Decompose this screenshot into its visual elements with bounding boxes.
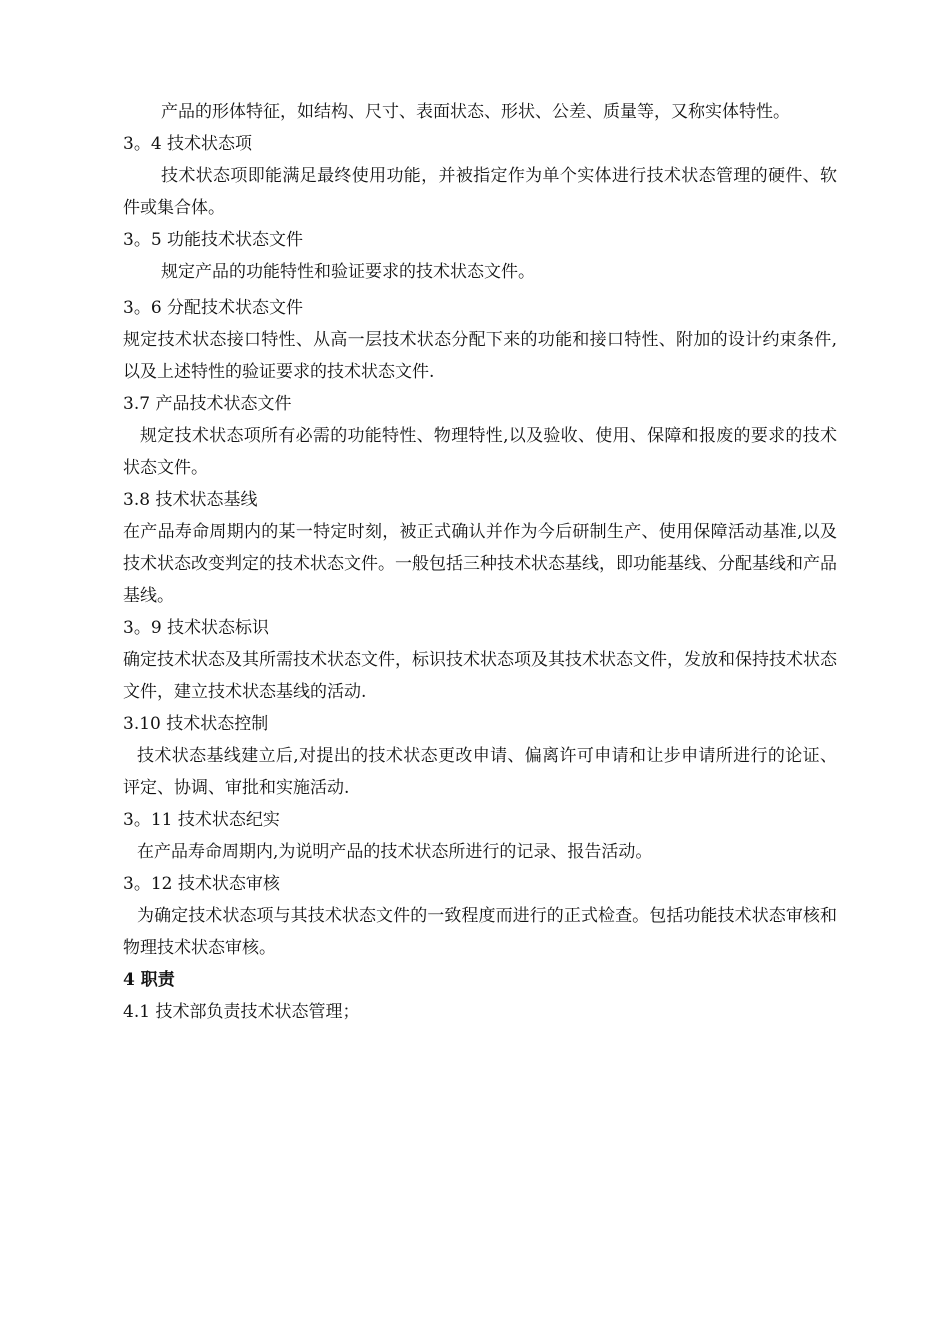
section-heading-3-5: 3。5 功能技术状态文件 — [123, 230, 304, 250]
paragraph-config-identification: 确定技术状态及其所需技术状态文件，标识技术状态项及其技术状态文件，发放和保持技术状态文件，建立技术状态基线的活动. — [123, 650, 837, 702]
section-heading-3-10: 3.10 技术状态控制 — [123, 714, 269, 734]
section-heading-3-7: 3.7 产品技术状态文件 — [123, 394, 292, 414]
section-heading-3-12: 3。12 技术状态审核 — [123, 874, 280, 894]
paragraph-config-audit: 为确定技术状态项与其技术状态文件的一致程度而进行的正式检查。包括功能技术状态审核和物理技术状态审核。 — [123, 906, 837, 958]
section-heading-3-9: 3。9 技术状态标识 — [123, 618, 270, 638]
document-page — [123, 96, 837, 1028]
paragraph-config-status-accounting: 在产品寿命周期内,为说明产品的技术状态所进行的记录、报告活动。 — [137, 842, 653, 862]
section-heading-3-6: 3。6 分配技术状态文件 — [123, 298, 304, 318]
paragraph-config-item: 技术状态项即能满足最终使用功能，并被指定作为单个实体进行技术状态管理的硬件、软件或集合体。 — [123, 166, 837, 218]
section-heading-3-8: 3.8 技术状态基线 — [123, 490, 258, 510]
section-heading-4-1: 4.1 技术部负责技术状态管理； — [123, 1002, 360, 1022]
paragraph-functional-config-doc: 规定产品的功能特性和验证要求的技术状态文件。 — [161, 262, 535, 282]
section-heading-3-11: 3。11 技术状态纪实 — [123, 810, 280, 830]
paragraph-config-baseline: 在产品寿命周期内的某一特定时刻，被正式确认并作为今后研制生产、使用保障活动基准,以及技术状态改变判定的技术状态文件。一般包括三种技术状态基线，即功能基线、分配基线和产品基线。 — [123, 522, 837, 606]
paragraph-product-config-doc: 规定技术状态项所有必需的功能特性、物理特性,以及验收、使用、保障和报废的要求的技术状态文件。 — [123, 426, 837, 478]
section-heading-4: 4 职责 — [123, 970, 175, 990]
paragraph-allocated-config-doc: 规定技术状态接口特性、从高一层技术状态分配下来的功能和接口特性、附加的设计约束条件,以及上述特性的验证要求的技术状态文件. — [123, 330, 837, 382]
paragraph-config-control: 技术状态基线建立后,对提出的技术状态更改申请、偏离许可申请和让步申请所进行的论证、评定、协调、审批和实施活动. — [123, 746, 837, 798]
paragraph-physical-characteristics: 产品的形体特征，如结构、尺寸、表面状态、形状、公差、质量等，又称实体特性。 — [161, 102, 790, 122]
section-heading-3-4: 3。4 技术状态项 — [123, 134, 253, 154]
